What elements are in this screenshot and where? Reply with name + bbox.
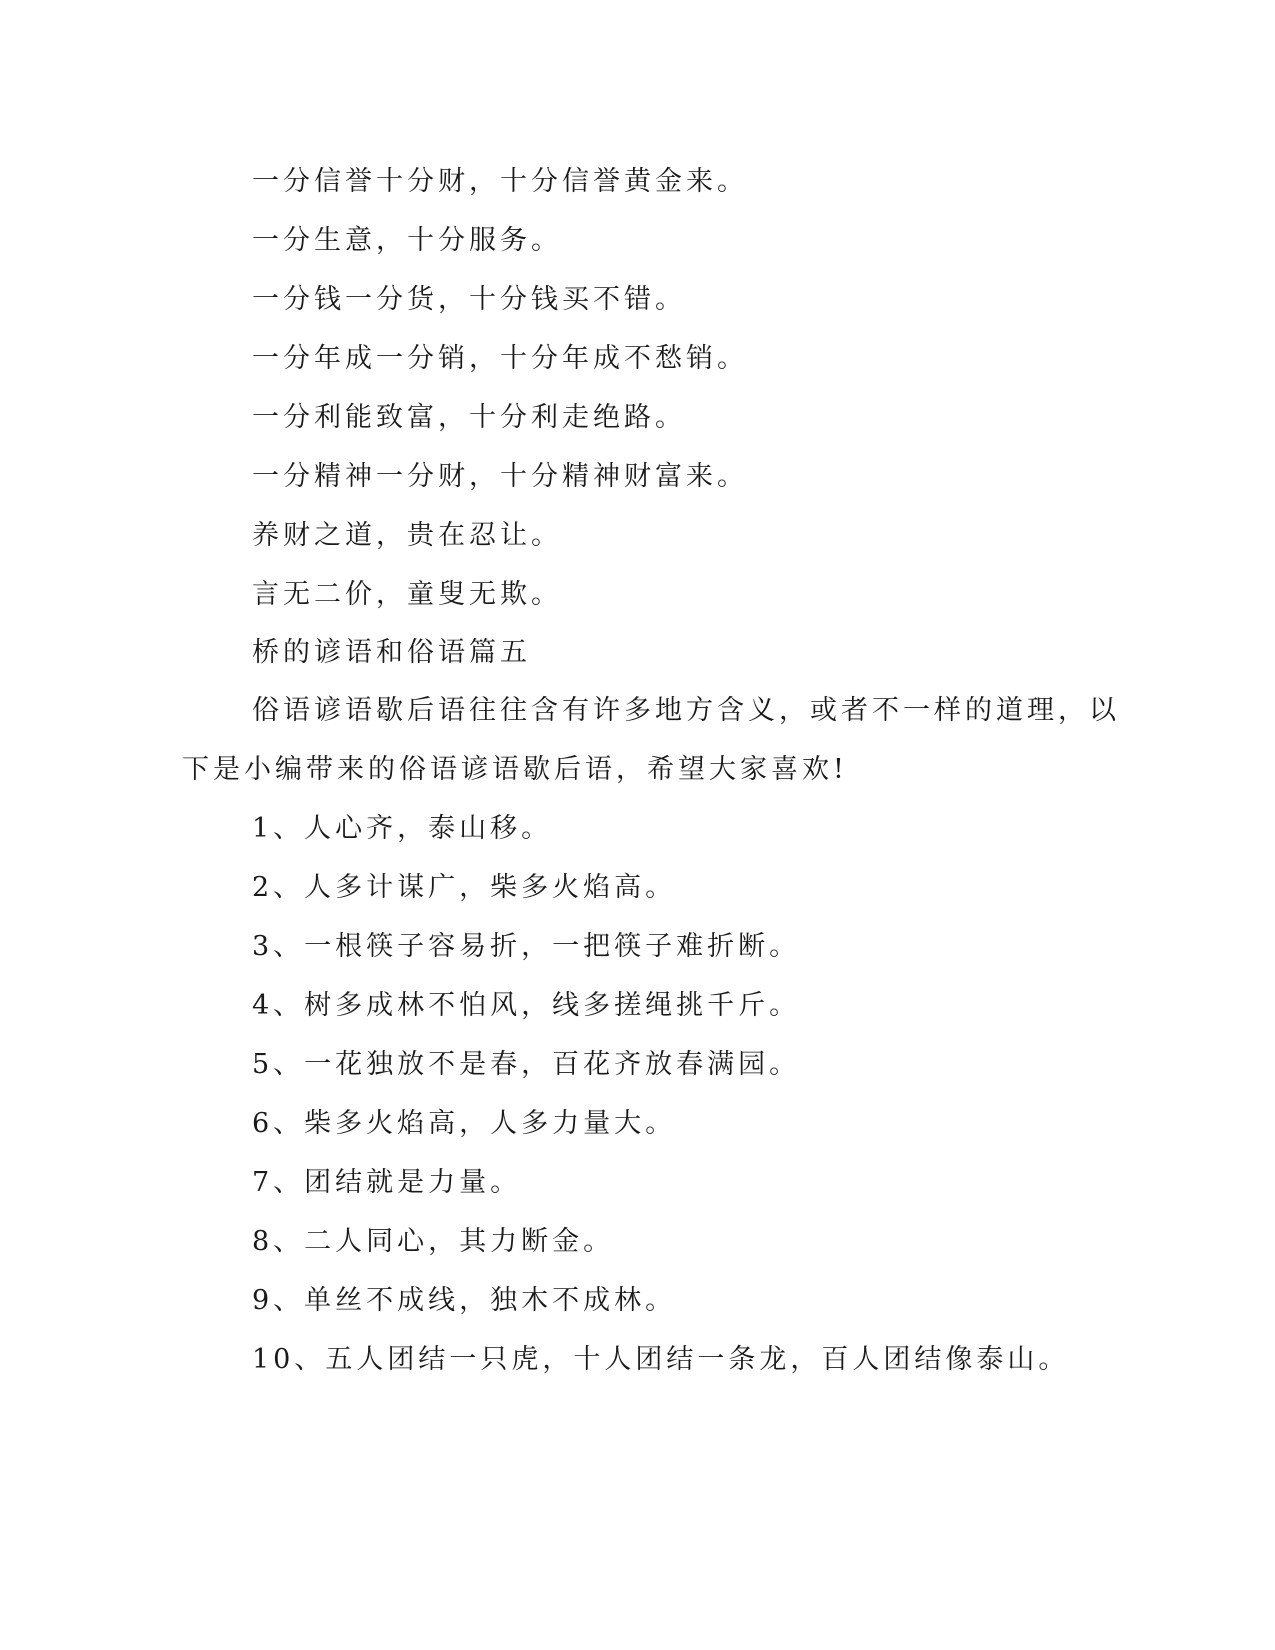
numbered-proverb: 5、一花独放不是春，百花齐放春满园。 [252,1049,801,1080]
intro-paragraph-line2: 下是小编带来的俗语谚语歇后语，希望大家喜欢! [182,754,848,785]
intro-paragraph-line1: 俗语谚语歇后语往往含有许多地方含义，或者不一样的道理，以 [252,695,1120,726]
proverb-line: 一分精神一分财，十分精神财富来。 [252,461,748,492]
numbered-proverb: 4、树多成林不怕风，线多搓绳挑千斤。 [252,990,801,1021]
proverb-line: 一分信誉十分财，十分信誉黄金来。 [252,166,748,197]
proverb-line: 一分年成一分销，十分年成不愁销。 [252,343,748,374]
numbered-proverb: 10、五人团结一只虎，十人团结一条龙，百人团结像泰山。 [252,1344,1070,1375]
numbered-proverb: 9、单丝不成线，独木不成林。 [252,1285,677,1316]
numbered-proverb: 7、团结就是力量。 [252,1167,522,1198]
proverb-line: 一分利能致富，十分利走绝路。 [252,402,686,433]
numbered-proverb: 1、人心齐，泰山移。 [252,813,553,844]
proverb-line: 言无二价，童叟无欺。 [252,579,562,610]
numbered-proverb: 2、人多计谋广，柴多火焰高。 [252,872,677,903]
proverb-line: 一分生意，十分服务。 [252,225,562,256]
section-title: 桥的谚语和俗语篇五 [252,637,531,668]
proverb-line: 一分钱一分货，十分钱买不错。 [252,284,686,315]
numbered-proverb: 6、柴多火焰高，人多力量大。 [252,1108,677,1139]
proverb-line: 养财之道，贵在忍让。 [252,520,562,551]
numbered-proverb: 8、二人同心，其力断金。 [252,1226,615,1257]
numbered-proverb: 3、一根筷子容易折，一把筷子难折断。 [252,931,801,962]
